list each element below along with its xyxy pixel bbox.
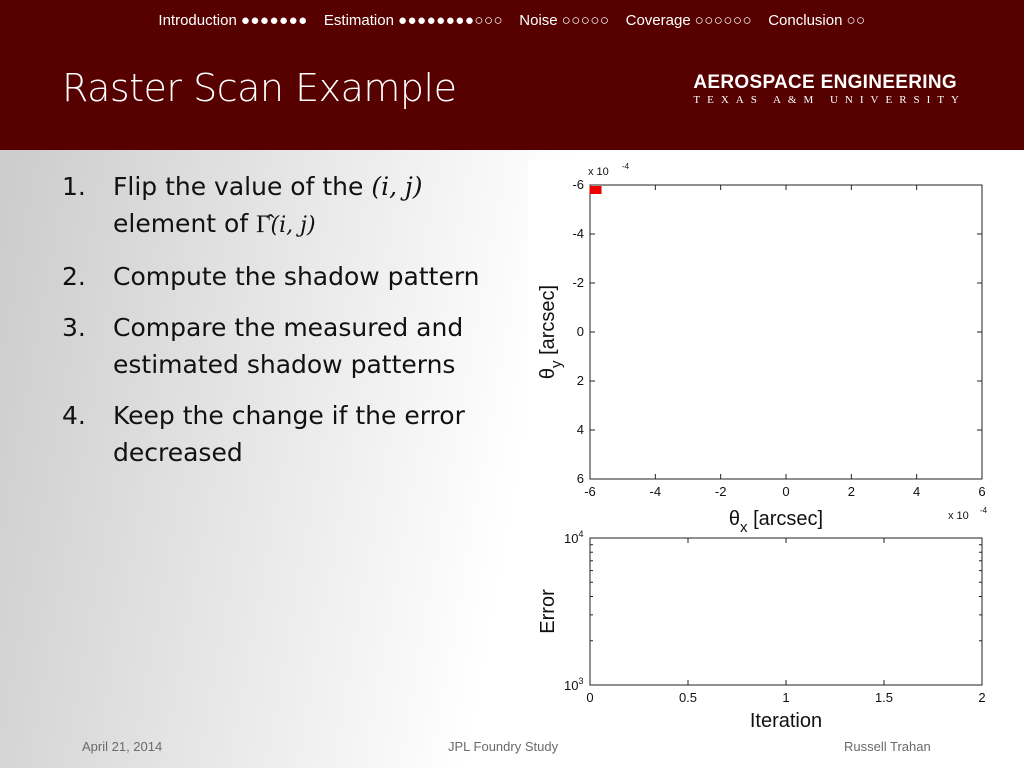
step-number: 3.: [62, 313, 86, 342]
gamma-hat-symbol: Γ̂: [256, 211, 271, 238]
list-item: [62, 258, 482, 295]
y-tick-label: $10^3$: [564, 676, 584, 693]
y-tick-label: -2: [572, 275, 584, 290]
x-tick-label: 2: [847, 484, 855, 499]
math-index: (i, j): [371, 172, 423, 201]
x-scale-exponent: -4: [980, 506, 988, 515]
y-tick-label: 0: [576, 324, 584, 339]
nav-estimation[interactable]: Estimation ●●●●●●●●○○○: [323, 12, 504, 29]
step-number: 2.: [62, 262, 86, 291]
figure-panel: [528, 160, 998, 735]
y-scale-multiplier: x 10: [588, 166, 609, 178]
y-tick-label: $10^4$: [564, 529, 584, 546]
logo-line-1: AEROSPACE ENGINEERING: [693, 72, 957, 93]
list-item: [62, 309, 482, 383]
step-text: Flip the value of the: [113, 172, 372, 201]
step-number: 4.: [62, 401, 86, 430]
logo-line-2: TEXAS A&M UNIVERSITY: [693, 94, 966, 106]
x-tick-label: 2: [978, 690, 986, 705]
y-tick-label: 6: [576, 471, 584, 486]
plot-frame-bottom: [590, 538, 982, 685]
header-bar: [0, 0, 1024, 150]
y-tick-label: -4: [572, 226, 584, 241]
footer-date: April 21, 2014: [82, 739, 163, 754]
nav-noise[interactable]: Noise ○○○○○: [519, 12, 610, 29]
x-tick-label: -4: [649, 484, 662, 499]
y-tick-label: -6: [572, 177, 584, 192]
nav-coverage[interactable]: Coverage ○○○○○○: [625, 12, 753, 29]
x-tick-label: 6: [978, 484, 986, 499]
y-tick-label: 4: [576, 422, 584, 437]
x-tick-label: 0: [782, 484, 790, 499]
plot-frame-top: [590, 185, 982, 479]
y-tick-label: 2: [576, 373, 584, 388]
step-text: Keep the change if the error decreased: [113, 401, 465, 467]
step-text: element of: [113, 209, 257, 238]
x-tick-label: 1: [782, 690, 790, 705]
footer-author: Russell Trahan: [844, 739, 931, 754]
y-scale-exponent: -4: [622, 162, 630, 171]
list-item: [62, 168, 482, 244]
x-tick-label: -6: [584, 484, 596, 499]
x-axis-label: $\theta_x$ [arcsec]: [728, 508, 824, 536]
x-tick-label: 4: [913, 484, 921, 499]
nav-introduction[interactable]: Introduction ●●●●●●●: [158, 12, 308, 29]
step-text: Compare the measured and estimated shadow patterns: [113, 313, 464, 379]
footer-title: JPL Foundry Study: [448, 739, 559, 754]
university-logo: [693, 72, 966, 106]
nav-conclusion[interactable]: Conclusion ○○: [768, 12, 866, 29]
x-tick-label: 1.5: [874, 690, 894, 705]
x-tick-label: 0.5: [678, 690, 698, 705]
slide-title: Raster Scan Example: [62, 66, 457, 110]
steps-list: [62, 168, 482, 485]
y-axis-label-error: Error: [537, 589, 559, 634]
figure-svg: [528, 160, 998, 735]
x-tick-label: -2: [714, 484, 727, 499]
highlighted-cell-marker: [590, 186, 602, 194]
step-number: 1.: [62, 172, 86, 201]
section-navigation: [0, 12, 1024, 29]
math-index: (i, j): [270, 213, 316, 238]
x-tick-label: 0: [586, 690, 594, 705]
x-scale-multiplier: x 10: [948, 510, 969, 522]
x-axis-label-iteration: Iteration: [749, 710, 823, 732]
step-text: Compute the shadow pattern: [113, 262, 480, 291]
y-axis-label: $\theta_y$ [arcsec]: [537, 284, 565, 380]
list-item: [62, 397, 482, 471]
